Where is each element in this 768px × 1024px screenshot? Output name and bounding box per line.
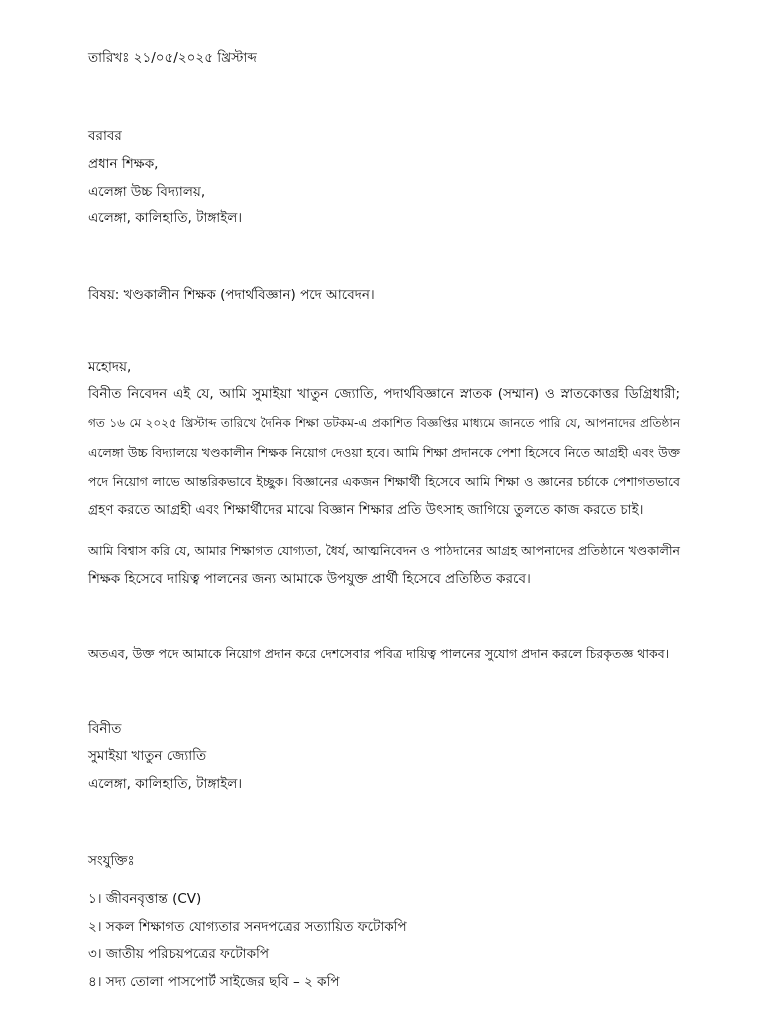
attachment-item: ১। জীবনবৃত্তান্ত (CV) — [88, 891, 202, 907]
recipient-to-label: বরাবর — [88, 128, 122, 144]
body-paragraph-1 — [88, 380, 680, 525]
recipient-designation: প্রধান শিক্ষক, — [88, 156, 159, 172]
body-paragraph-2 — [88, 536, 680, 594]
body-paragraph-3: অতএব, উক্ত পদে আমাকে নিয়োগ প্রদান করে দেশসেবার পবিত্র দায়িত্ব পালনের সুযোগ প্রদান করলে চিরকৃতজ্ঞ থাকব। — [88, 646, 670, 661]
body-paragraph-2-line: আমি বিশ্বাস করি যে, আমার শিক্ষাগত যোগ্যতা, ধৈর্য, আত্মনিবেদন ও পাঠদানের আগ্রহ আপনাদের প্রতিষ্ঠানে খণ্ডকালীন — [88, 543, 680, 558]
sender-address: এলেঙ্গা, কালিহাতি, টাঙ্গাইল। — [88, 776, 243, 792]
body-paragraph-1-line: এলেঙ্গা উচ্চ বিদ্যালয়ে খণ্ডকালীন শিক্ষক নিয়োগ দেওয়া হবে। আমি শিক্ষা প্রদানকে পেশা হিসেবে নিতে আগ্রহী এবং উক্ত — [88, 445, 680, 460]
sender-name: সুমাইয়া খাতুন জ্যোতি — [88, 748, 207, 764]
body-paragraph-1-line: বিনীত নিবেদন এই যে, আমি সুমাইয়া খাতুন জ্যোতি, পদার্থবিজ্ঞানে স্নাতক (সম্মান) ও স্নাতকোত্তর ডিগ্রিধারী; — [88, 386, 680, 402]
attachment-item: ২। সকল শিক্ষাগত যোগ্যতার সনদপত্রের সত্যায়িত ফটোকপি — [88, 919, 407, 935]
recipient-institution: এলেঙ্গা উচ্চ বিদ্যালয়, — [88, 184, 206, 200]
date-line: তারিখঃ ২১/০৫/২০২৫ খ্রিস্টাব্দ — [88, 50, 257, 66]
application-letter — [88, 0, 680, 1024]
greeting: মহোদয়, — [88, 359, 132, 375]
attachment-item: ৪। সদ্য তোলা পাসপোর্ট সাইজের ছবি – ২ কপি — [88, 974, 340, 990]
body-paragraph-2-line: শিক্ষক হিসেবে দায়িত্ব পালনের জন্য আমাকে উপযুক্ত প্রার্থী হিসেবে প্রতিষ্ঠিত করবে। — [88, 571, 531, 587]
subject-line: বিষয়: খণ্ডকালীন শিক্ষক (পদার্থবিজ্ঞান) পদে আবেদন। — [88, 287, 375, 303]
body-paragraph-1-line: গত ১৬ মে ২০২৫ খ্রিস্টাব্দ তারিখে দৈনিক শিক্ষা ডটকম-এ প্রকাশিত বিজ্ঞপ্তির মাধ্যমে জানতে পারি যে, আপনাদের প্রতিষ্ঠান — [88, 416, 680, 430]
body-paragraph-1-line: গ্রহণ করতে আগ্রহী এবং শিক্ষার্থীদের মাঝে বিজ্ঞান শিক্ষার প্রতি উৎসাহ জাগিয়ে তুলতে কাজ করতে চাই। — [88, 502, 644, 518]
body-paragraph-1-line: পদে নিয়োগ লাভে আন্তরিকভাবে ইচ্ছুক। বিজ্ঞানের একজন শিক্ষার্থী হিসেবে আমি শিক্ষা ও জ্ঞানের চর্চাকে পেশাগতভাবে — [88, 474, 680, 489]
closing-label: বিনীত — [88, 721, 122, 737]
recipient-address: এলেঙ্গা, কালিহাতি, টাঙ্গাইল। — [88, 210, 243, 226]
attachment-item: ৩। জাতীয় পরিচয়পত্রের ফটোকপি — [88, 946, 270, 962]
attachments-heading: সংযুক্তিঃ — [88, 853, 135, 869]
